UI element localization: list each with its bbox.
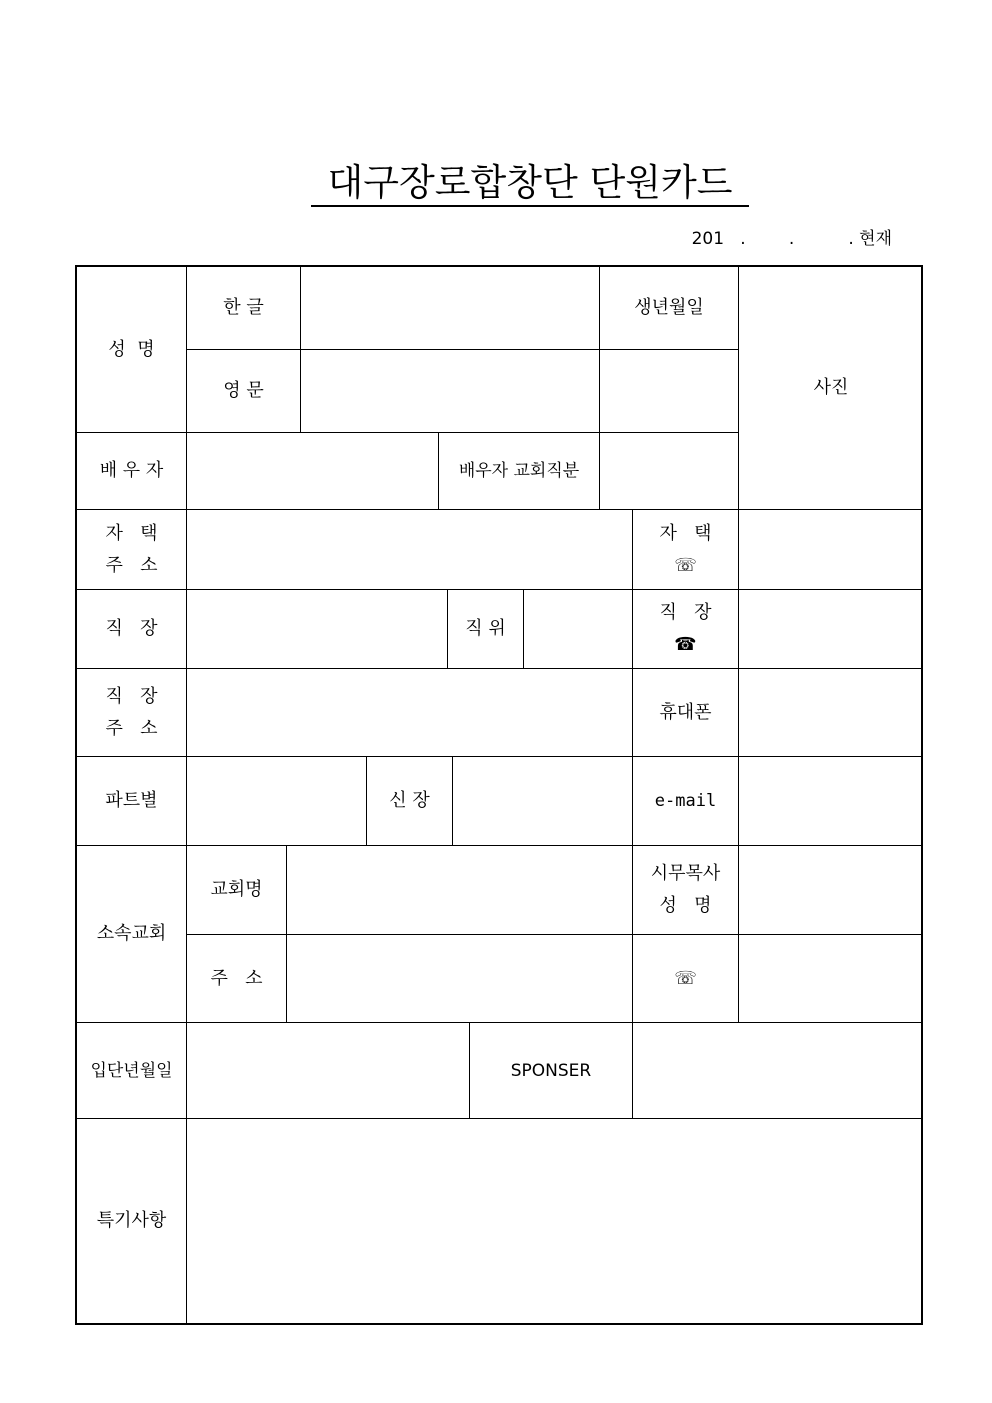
join-date-field[interactable] bbox=[187, 1023, 470, 1119]
church-phone-field[interactable] bbox=[739, 935, 923, 1023]
korean-name-label: 한 글 bbox=[187, 267, 301, 350]
church-name-label: 교회명 bbox=[187, 846, 287, 935]
church-address-field[interactable] bbox=[287, 935, 633, 1023]
work-phone-label: 직 장 ☎ bbox=[633, 590, 739, 669]
email-label: e-mail bbox=[633, 757, 739, 846]
name-label: 성 명 bbox=[77, 267, 187, 433]
part-field[interactable] bbox=[187, 757, 367, 846]
spouse-church-role-label: 배우자 교회직분 bbox=[439, 433, 600, 510]
mobile-field[interactable] bbox=[739, 669, 923, 757]
title-underline bbox=[311, 205, 749, 207]
work-address-field[interactable] bbox=[187, 669, 633, 757]
english-name-label: 영 문 bbox=[187, 350, 301, 433]
spouse-field[interactable] bbox=[187, 433, 439, 510]
korean-name-field[interactable] bbox=[301, 267, 600, 350]
position-label: 직 위 bbox=[448, 590, 524, 669]
telephone-outline-icon: ☏ bbox=[674, 967, 697, 989]
remarks-label: 특기사항 bbox=[77, 1119, 187, 1323]
pastor-name-field[interactable] bbox=[739, 846, 923, 935]
date-line: 201 . . . 현재 bbox=[691, 229, 892, 249]
member-card-form bbox=[75, 265, 923, 1325]
birth-date-label: 생년월일 bbox=[600, 267, 739, 350]
home-address-field[interactable] bbox=[187, 510, 633, 590]
home-phone-field[interactable] bbox=[739, 510, 923, 590]
sponsor-label: SPONSER bbox=[470, 1023, 633, 1119]
photo-box[interactable]: 사진 bbox=[739, 267, 923, 510]
workplace-label: 직 장 bbox=[77, 590, 187, 669]
sponsor-field[interactable] bbox=[633, 1023, 923, 1119]
church-name-field[interactable] bbox=[287, 846, 633, 935]
height-field[interactable] bbox=[453, 757, 633, 846]
work-address-label: 직 장 주 소 bbox=[77, 669, 187, 757]
telephone-outline-icon: ☏ bbox=[674, 554, 697, 576]
english-name-field[interactable] bbox=[301, 350, 600, 433]
position-field[interactable] bbox=[524, 590, 633, 669]
church-label: 소속교회 bbox=[77, 846, 187, 1023]
birth-date-field[interactable] bbox=[600, 350, 739, 433]
church-phone-label bbox=[633, 935, 739, 1023]
spouse-label: 배 우 자 bbox=[77, 433, 187, 510]
home-address-label: 자 택 주 소 bbox=[77, 510, 187, 590]
work-phone-field[interactable] bbox=[739, 590, 923, 669]
part-label: 파트별 bbox=[77, 757, 187, 846]
workplace-field[interactable] bbox=[187, 590, 448, 669]
mobile-label: 휴대폰 bbox=[633, 669, 739, 757]
page-title: 대구장로합창단 단원카드 bbox=[327, 161, 733, 204]
pastor-name-label: 시무목사 성 명 bbox=[633, 846, 739, 935]
church-address-label: 주 소 bbox=[187, 935, 287, 1023]
spouse-church-role-field[interactable] bbox=[600, 433, 739, 510]
join-date-label: 입단년월일 bbox=[77, 1023, 187, 1119]
telephone-filled-icon: ☎ bbox=[674, 634, 697, 655]
remarks-field[interactable] bbox=[187, 1119, 923, 1323]
home-phone-label: 자 택 ☏ bbox=[633, 510, 739, 590]
height-label: 신 장 bbox=[367, 757, 453, 846]
email-field[interactable] bbox=[739, 757, 923, 846]
